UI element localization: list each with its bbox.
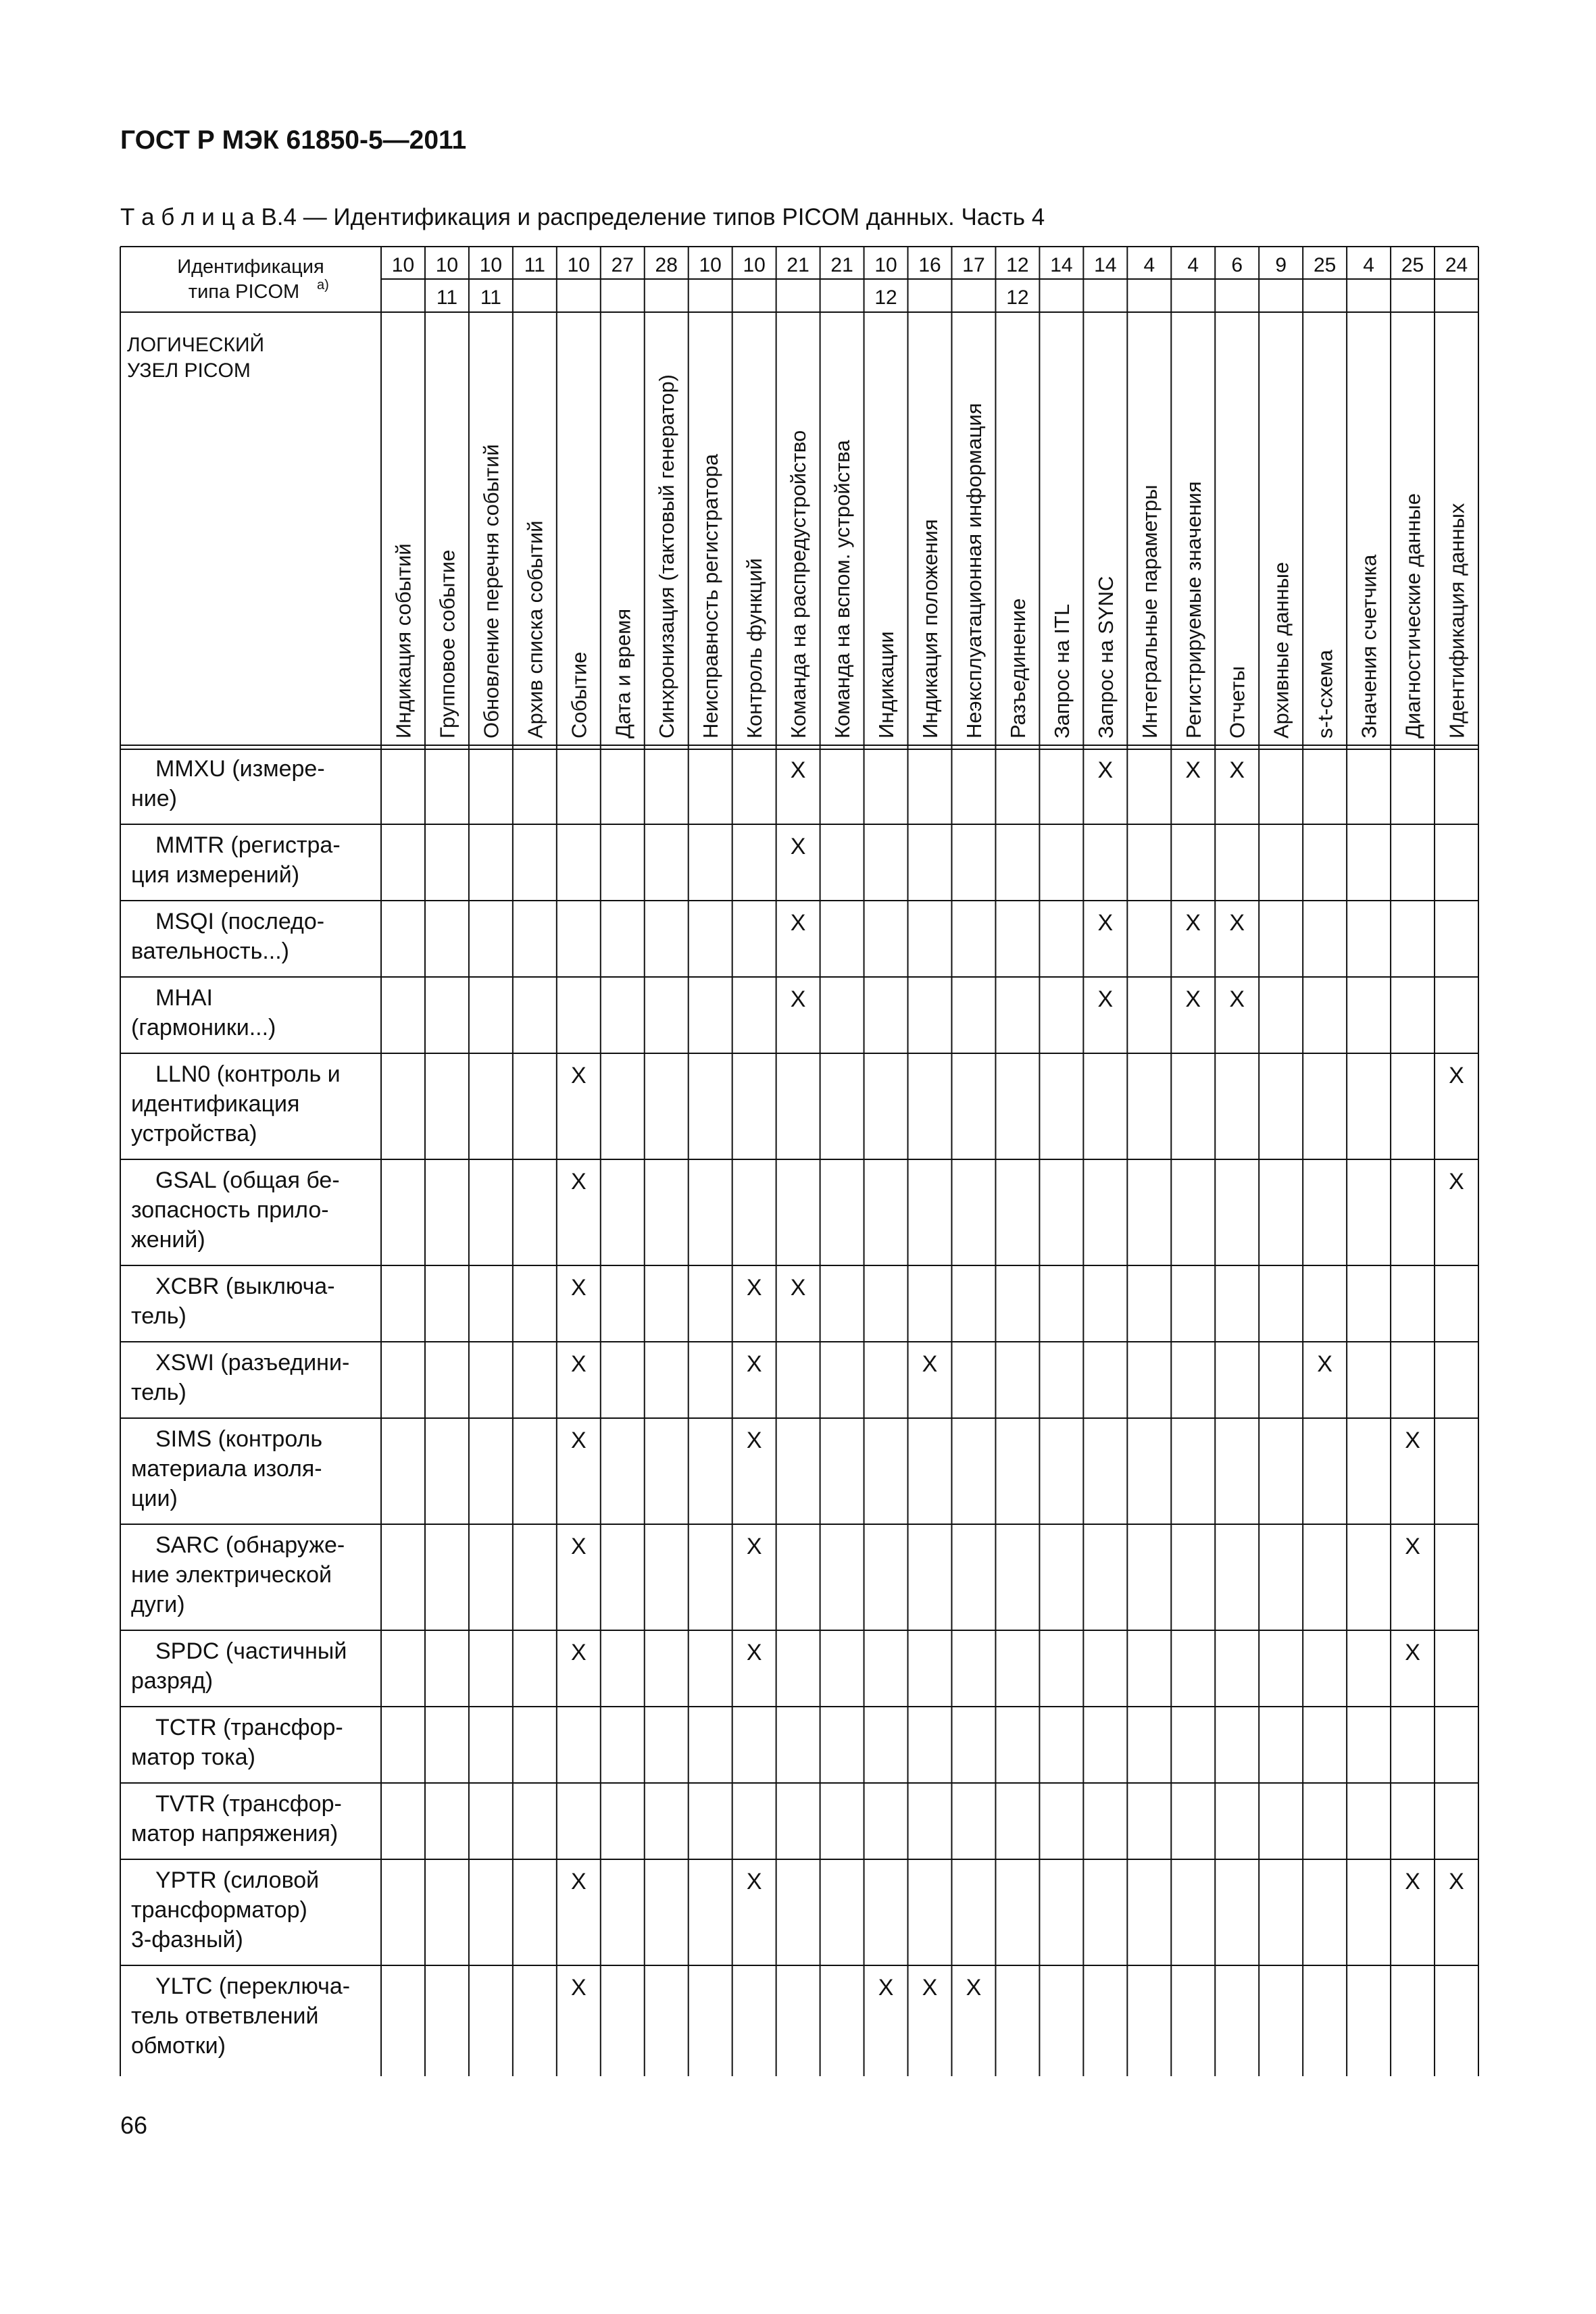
column-name: Контроль функций: [743, 558, 767, 738]
type-id-secondary: 12: [1006, 286, 1029, 309]
row-label: тель): [131, 1380, 186, 1405]
row-label: дуги): [131, 1592, 185, 1617]
row-label: YPTR (силовой: [155, 1867, 320, 1893]
row-label: обмотки): [131, 2033, 226, 2059]
cell-mark: X: [1097, 986, 1114, 1012]
row-label: MHAI: [155, 985, 213, 1011]
cell-mark: X: [790, 910, 806, 936]
cell-mark: X: [1229, 757, 1245, 783]
column-name: Архивные данные: [1269, 561, 1293, 738]
cell-mark: X: [746, 1275, 762, 1301]
cell-mark: X: [1317, 1351, 1332, 1377]
type-id-primary: 9: [1275, 254, 1287, 276]
row-label: YLTC (переключа-: [155, 1973, 351, 1999]
row-label: ние): [131, 786, 177, 811]
column-name: Разъединение: [1005, 598, 1030, 738]
row-label: ние электрической: [131, 1562, 332, 1588]
column-name: Индикация событий: [391, 543, 416, 738]
cell-mark: X: [1185, 986, 1201, 1012]
row-label: жений): [131, 1227, 205, 1253]
type-id-primary: 28: [655, 254, 678, 276]
column-name: Отчеты: [1225, 665, 1249, 738]
column-name: Архив списка событий: [523, 520, 547, 738]
type-id-primary: 4: [1187, 254, 1199, 276]
column-name: Запрос на ITL: [1049, 603, 1074, 738]
row-label: идентификация: [131, 1091, 300, 1117]
node-header-line1: ЛОГИЧЕСКИЙ: [127, 334, 265, 356]
column-name: Обновление перечня событий: [479, 444, 503, 738]
row-label: ции): [131, 1486, 178, 1511]
column-name: Индикация положения: [918, 519, 942, 738]
cell-mark: X: [1185, 757, 1201, 783]
type-id-primary: 25: [1401, 254, 1424, 276]
cell-mark: X: [1405, 1534, 1420, 1559]
column-name: Неэксплуатационная информация: [962, 403, 986, 738]
cell-mark: X: [1405, 1428, 1420, 1453]
cell-marks: [571, 757, 1464, 2001]
row-label: трансформатор): [131, 1897, 307, 1923]
column-name: Индикации: [874, 631, 899, 738]
type-id-primary: 10: [479, 254, 503, 276]
row-label: TCTR (трансфор-: [155, 1715, 343, 1740]
column-labels: [391, 254, 1468, 738]
row-label: тель): [131, 1303, 186, 1329]
column-name: Запрос на SYNC: [1093, 576, 1118, 738]
row-labels: [131, 756, 350, 2059]
row-label: тель ответвлений: [131, 2003, 319, 2029]
type-id-primary: 6: [1231, 254, 1243, 276]
column-name: Синхронизация (тактовый генератор): [655, 374, 679, 738]
column-name: Идентификация данных: [1445, 503, 1469, 738]
table-caption: Т а б л и ц а В.4 — Идентификация и распределение типов PICOM данных. Часть 4: [120, 204, 1045, 230]
column-name: Групповое событие: [435, 549, 459, 738]
row-label: SPDC (частичный: [155, 1638, 347, 1664]
column-name: s-t-схема: [1313, 649, 1337, 738]
type-id-primary: 17: [962, 254, 985, 276]
type-id-primary: 14: [1050, 254, 1073, 276]
cell-mark: X: [570, 1869, 587, 1894]
type-id-primary: 24: [1445, 254, 1468, 276]
row-label: вательность...): [131, 938, 289, 964]
row-label: зопасность прило-: [131, 1197, 329, 1223]
type-id-primary: 10: [391, 254, 415, 276]
type-id-primary: 14: [1094, 254, 1117, 276]
column-name: Регистрируемые значения: [1181, 481, 1205, 738]
column-name: Неисправность регистратора: [699, 453, 723, 738]
row-label: MSQI (последо-: [155, 909, 325, 934]
cell-mark: X: [1185, 910, 1201, 936]
type-header-label-line2: типа PICOM: [188, 281, 300, 303]
type-id-primary: 4: [1143, 254, 1155, 276]
row-label: 3-фазный): [131, 1927, 243, 1953]
page-number: 66: [120, 2111, 148, 2139]
row-label: матор тока): [131, 1744, 255, 1770]
column-name: Значения счетчика: [1357, 554, 1381, 738]
cell-mark: X: [790, 1275, 806, 1301]
row-label: матор напряжения): [131, 1821, 339, 1846]
row-label: XSWI (разъедини-: [155, 1350, 350, 1376]
cell-mark: X: [922, 1975, 938, 2001]
column-name: Дата и время: [611, 608, 635, 738]
cell-mark: X: [1229, 986, 1245, 1012]
row-label: SIMS (контроль: [155, 1426, 323, 1452]
cell-mark: X: [570, 1975, 587, 2001]
row-label: MMXU (измере-: [155, 756, 325, 782]
type-id-secondary: 12: [874, 286, 897, 309]
cell-mark: X: [1405, 1640, 1420, 1665]
cell-mark: X: [570, 1640, 587, 1665]
cell-mark: X: [1229, 910, 1245, 936]
cell-mark: X: [1097, 910, 1114, 936]
row-label: MMTR (регистра-: [155, 832, 341, 858]
cell-mark: X: [746, 1869, 762, 1894]
type-id-primary: 21: [787, 254, 809, 276]
row-label: (гармоники...): [131, 1015, 276, 1040]
column-name: Событие: [567, 651, 591, 738]
cell-mark: X: [1405, 1869, 1420, 1894]
type-id-primary: 10: [699, 254, 722, 276]
row-label: GSAL (общая бе-: [155, 1167, 340, 1193]
cell-mark: X: [1097, 757, 1114, 783]
type-id-secondary: 11: [436, 286, 458, 309]
row-label: LLN0 (контроль и: [155, 1061, 341, 1087]
row-label: устройства): [131, 1121, 257, 1147]
cell-mark: X: [746, 1534, 762, 1559]
type-id-primary: 27: [611, 254, 634, 276]
cell-mark: X: [746, 1351, 762, 1377]
cell-mark: X: [746, 1640, 762, 1665]
row-label: XCBR (выключа-: [155, 1274, 335, 1299]
type-id-primary: 10: [435, 254, 459, 276]
type-header-label: Идентификация: [177, 256, 324, 278]
row-label: TVTR (трансфор-: [155, 1791, 342, 1817]
table-header: [127, 256, 329, 382]
column-name: Команда на вспом. устройства: [830, 440, 855, 738]
cell-mark: X: [966, 1975, 982, 2001]
type-id-primary: 10: [567, 254, 591, 276]
type-id-primary: 10: [874, 254, 897, 276]
cell-mark: X: [570, 1169, 587, 1194]
cell-mark: X: [1449, 1869, 1464, 1894]
cell-mark: X: [746, 1428, 762, 1453]
column-name: Команда на распредустройство: [787, 430, 811, 738]
cell-mark: X: [922, 1351, 938, 1377]
node-header-line2: УЗЕЛ PICOM: [127, 359, 251, 382]
row-label: SARC (обнаруже-: [155, 1532, 345, 1558]
cell-mark: X: [790, 757, 806, 783]
cell-mark: X: [570, 1063, 587, 1088]
type-id-primary: 21: [830, 254, 853, 276]
row-label: материала изоля-: [131, 1456, 322, 1482]
cell-mark: X: [1449, 1063, 1464, 1088]
cell-mark: X: [790, 986, 806, 1012]
type-id-primary: 12: [1006, 254, 1029, 276]
type-id-primary: 25: [1313, 254, 1337, 276]
column-name: Интегральные параметры: [1137, 484, 1162, 738]
cell-mark: X: [570, 1428, 587, 1453]
cell-mark: X: [790, 834, 806, 859]
cell-mark: X: [570, 1351, 587, 1377]
cell-mark: X: [570, 1534, 587, 1559]
type-id-primary: 4: [1363, 254, 1374, 276]
document-header: ГОСТ Р МЭК 61850-5—2011: [120, 126, 467, 155]
type-id-secondary: 11: [480, 286, 501, 309]
type-id-primary: 11: [524, 254, 545, 276]
cell-mark: X: [570, 1275, 587, 1301]
type-header-footnote: а): [317, 278, 329, 293]
cell-mark: X: [878, 1975, 894, 2001]
column-name: Диагностические данные: [1401, 493, 1425, 738]
row-label: разряд): [131, 1668, 214, 1694]
row-label: ция измерений): [131, 862, 300, 888]
type-id-primary: 16: [918, 254, 941, 276]
type-id-primary: 10: [743, 254, 766, 276]
cell-mark: X: [1449, 1169, 1464, 1194]
